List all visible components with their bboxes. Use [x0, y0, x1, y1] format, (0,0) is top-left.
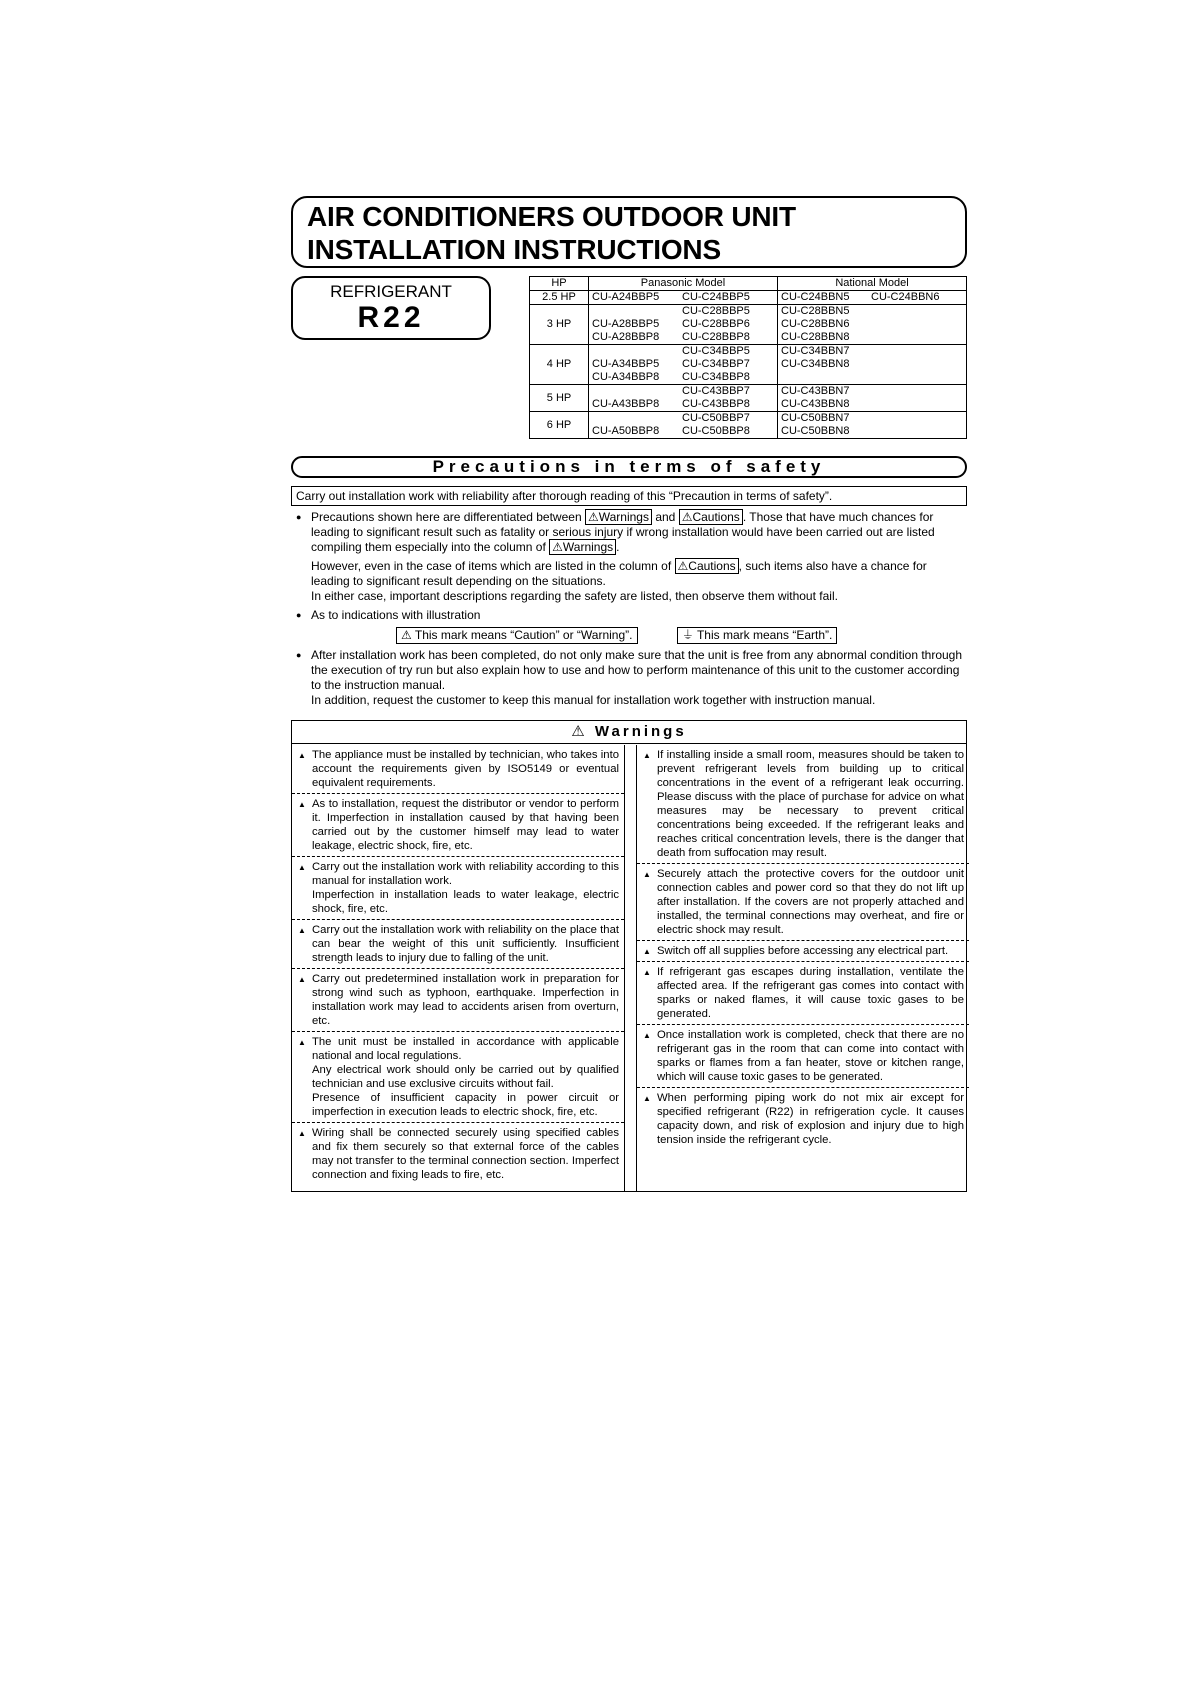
panasonic-model-a: CU-A24BBP5	[592, 291, 660, 303]
warning-item: ▲ When performing piping work do not mix air except for specified refrigerant (R22) in refrigeration cycle. It causes capacity down, and risk of explosion and injury due to high tension inside the refrigerant cycle.	[637, 1088, 969, 1150]
refrigerant-label: REFRIGERANT	[330, 282, 452, 301]
list-item	[291, 510, 967, 555]
panasonic-cell	[589, 291, 778, 305]
warnings-heading: ⚠ Warnings	[292, 721, 966, 744]
national-cell	[778, 385, 967, 412]
national-model-1: CU-C28BBN5 CU-C28BBN6 CU-C28BBN8	[781, 305, 850, 343]
text: In either case, important descriptions regarding the safety are listed, then observe them without fail.	[311, 589, 838, 603]
warning-item: ▲ Once installation work is completed, check that there are no refrigerant gas in the room that can come into contact with sparks or flames from a fan heater, stove or kitchen range, which will cause toxic gases to be generated.	[637, 1025, 969, 1088]
warning-item: ▲ The unit must be installed in accordance with applicable national and local regulations. Any electrical work should only be carried out by qualified technician and use exclusive circuits without fail. Presence of insufficient capacity in power circuit or imperfection in execution leads to electric shock, fire, etc.	[292, 1032, 624, 1123]
warnings-tag: ⚠Warnings	[585, 509, 652, 525]
warning-item: ▲ The appliance must be installed by technician, who takes into account the requirements given by ISO5149 or eventual equivalent requirements.	[292, 745, 624, 794]
national-model-1: CU-C24BBN5	[781, 291, 850, 303]
table-row	[530, 345, 967, 385]
warning-item: ▲ Switch off all supplies before accessing any electrical part.	[637, 941, 969, 962]
table-row	[530, 385, 967, 412]
national-model-1: CU-C50BBN7 CU-C50BBN8	[781, 412, 850, 437]
warning-item: ▲ As to installation, request the distributor or vendor to perform it. Imperfection in installation caused by that having been carried out by the customer himself may lead to water leakage, electric shock, fire, etc.	[292, 794, 624, 857]
panasonic-model-a: CU-A34BBP5 CU-A34BBP8	[592, 358, 660, 383]
general-precautions	[291, 510, 967, 712]
intro-statement: Carry out installation work with reliability after thorough reading of this “Precaution in terms of safety”.	[291, 486, 967, 506]
table-row	[530, 291, 967, 305]
panasonic-model-c: CU-C28BBP5 CU-C28BBP6 CU-C28BBP8	[682, 305, 750, 343]
hp-cell: 6 HP	[530, 412, 589, 439]
model-table	[529, 276, 967, 439]
title-box	[291, 196, 967, 268]
cautions-tag: ⚠Cautions	[675, 558, 739, 574]
warning-item: ▲ If refrigerant gas escapes during installation, ventilate the affected area. If the refrigerant gas comes into contact with sparks or naked flames, it will cause toxic gases to be generated.	[637, 962, 969, 1025]
warnings-box	[291, 720, 967, 1192]
national-cell	[778, 291, 967, 305]
title-line-1: AIR CONDITIONERS OUTDOOR UNIT	[307, 201, 796, 232]
text: .	[616, 540, 620, 554]
caution-mark-legend: ⚠ This mark means “Caution” or “Warning”.	[396, 627, 638, 644]
national-cell	[778, 345, 967, 385]
warning-item: ▲ If installing inside a small room, measures should be taken to prevent refrigerant levels from building up to critical concentrations in the event of a refrigerant leak occurring. Please discuss with the place of purchase for advice on what measures may be necessary to prevent critical concentrations being exceeded. If the refrigerant leaks and reaches critical concentration levels, there is the danger that death from suffocation may result.	[637, 745, 969, 864]
refrigerant-value: R22	[357, 301, 425, 334]
table-row	[530, 412, 967, 439]
warning-item: ▲ Carry out the installation work with reliability according to this manual for installation work. Imperfection in installation leads to water leakage, electric shock, fire, etc.	[292, 857, 624, 920]
title-line-2: INSTALLATION INSTRUCTIONS	[307, 234, 721, 265]
text: In addition, request the customer to keep this manual for installation work together with instruction manual.	[311, 693, 876, 707]
panasonic-model-a: CU-A50BBP8	[592, 425, 660, 437]
panasonic-model-c: CU-C24BBP5	[682, 291, 750, 303]
header-panasonic: Panasonic Model	[589, 277, 778, 291]
panasonic-model-c: CU-C34BBP5 CU-C34BBP7 CU-C34BBP8	[682, 345, 750, 383]
table-row	[530, 305, 967, 345]
panasonic-model-a: CU-A43BBP8	[592, 398, 660, 410]
paragraph	[291, 559, 967, 604]
refrigerant-box	[291, 276, 491, 340]
hp-cell: 4 HP	[530, 345, 589, 385]
hp-cell: 5 HP	[530, 385, 589, 412]
national-cell	[778, 305, 967, 345]
panasonic-cell	[589, 385, 778, 412]
earth-mark-legend: ⏚ This mark means “Earth”.	[677, 627, 837, 644]
instruction-sheet	[291, 196, 967, 1181]
list-item: ● As to indications with illustration	[291, 608, 967, 623]
panasonic-model-c: CU-C43BBP7 CU-C43BBP8	[682, 385, 750, 410]
national-cell	[778, 412, 967, 439]
list-item	[291, 648, 967, 708]
panasonic-model-a: CU-A28BBP5 CU-A28BBP8	[592, 318, 660, 343]
warning-item: ▲ Carry out the installation work with reliability on the place that can bear the weight of this unit sufficiently. Insufficient strength leads to injury due to falling of the unit.	[292, 920, 624, 969]
national-model-1: CU-C34BBN7 CU-C34BBN8	[781, 345, 850, 370]
text: and	[655, 510, 676, 524]
header-hp: HP	[530, 277, 589, 291]
panasonic-model-c: CU-C50BBP7 CU-C50BBP8	[682, 412, 750, 437]
text: Precautions shown here are differentiated between	[311, 510, 582, 524]
warnings-tag: ⚠Warnings	[549, 539, 616, 555]
panasonic-cell	[589, 345, 778, 385]
warnings-left-column	[292, 745, 625, 1191]
cautions-tag: ⚠Cautions	[679, 509, 743, 525]
text: . Those that have much chances for leading to significant result such as fatality or serious injury if wrong installation would have been carried out are listed compiling them especially into the column of	[311, 510, 935, 554]
panasonic-cell	[589, 412, 778, 439]
header-national: National Model	[778, 277, 967, 291]
warnings-right-column	[636, 745, 969, 1191]
hp-cell: 3 HP	[530, 305, 589, 345]
illustration-legend	[291, 627, 967, 644]
national-model-1: CU-C43BBN7 CU-C43BBN8	[781, 385, 850, 410]
precautions-heading: Precautions in terms of safety	[291, 456, 967, 478]
warning-item: ▲ Securely attach the protective covers for the outdoor unit connection cables and power cord so that they do not lift up after installation. If the covers are not properly attached and installed, the terminal connections may overheat, and fire or electric shock may result.	[637, 864, 969, 941]
panasonic-cell	[589, 305, 778, 345]
national-model-2: CU-C24BBN6	[871, 291, 940, 303]
text: , such items also have a chance for leading to significant result depending on the situations.	[311, 559, 927, 588]
hp-cell: 2.5 HP	[530, 291, 589, 305]
text: After installation work has been completed, do not only make sure that the unit is free from any abnormal condition through the execution of try run but also explain how to use and how to perform maintenance of this unit to the customer according to the instruction manual.	[311, 648, 963, 692]
text: However, even in the case of items which are listed in the column of	[311, 559, 672, 573]
warning-item: ▲ Wiring shall be connected securely using specified cables and fix them securely so that external force of the cables may not transfer to the terminal connection section. Imperfect connection and fixing leads to fire, etc.	[292, 1123, 624, 1185]
warning-item: ▲ Carry out predetermined installation work in preparation for strong wind such as typhoon, earthquake. Imperfection in installation work may lead to accidents arisen from overturn, etc.	[292, 969, 624, 1032]
